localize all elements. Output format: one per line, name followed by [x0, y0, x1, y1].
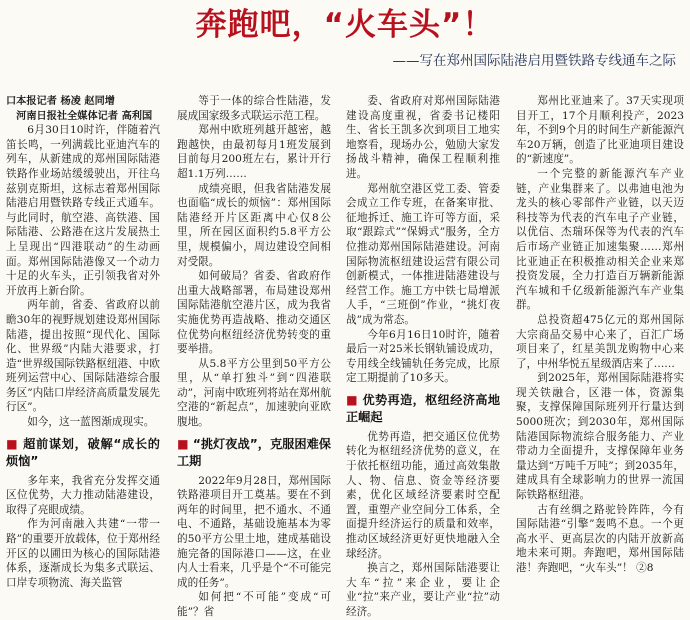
paragraph: 委、省政府对郑州国际陆港建设高度重视，省委书记楼阳生、省长王凯多次到项目工地实地察看，现场办公，勉励大家发扬战斗精神，确保工程顺利推进。	[346, 95, 500, 180]
subheadline: ——写在郑州国际陆港启用暨铁路专线通车之际	[392, 53, 676, 69]
paragraph: 换言之，郑州国际陆港要让大车“拉”来企业，要让企业“拉”来产业，要让产业“拉”动经济。	[346, 562, 500, 618]
headline: 奔跑吧，“火车头”！	[195, 7, 495, 43]
paragraph: 多年来，我省充分发挥交通区位优势，大力推动陆港建设，取得了亮眼成绩。	[6, 474, 160, 516]
byline-reporters: 口本报记者 杨凌 赵同增	[6, 95, 115, 107]
heading-marker: ■	[177, 436, 193, 451]
section-heading-1	[6, 436, 160, 470]
heading-marker: ■	[346, 392, 363, 407]
paragraph: 如何破局？省委、省政府作出重大战略部署，布局建设郑州国际陆港航空港片区，成为我省实施优势再造战略、推动交通区位优势向枢纽经济优势转变的重要举措。	[177, 270, 331, 356]
heading-text: 超前谋划，破解“成长的烦恼”	[6, 436, 160, 468]
heading-marker: ■	[6, 436, 24, 451]
article-column-4	[516, 94, 684, 574]
article-column-2	[177, 94, 331, 618]
paragraph: 从5.8平方公里到50平方公里，从“单打独斗”到“四港联动”，河南中欧班列将站在郑州航空港的“新起点”，加速驶向亚欧腹地。	[177, 357, 331, 429]
paragraph: 郑州航空港区党工委、管委会成立工作专班，在备案审批、征地拆迁、施工许可等方面，采取“跟踪式”“保姆式”服务，全方位推动郑州国际陆港建设。河南国际物流枢纽建设运营有限公司创新模式，一体推进陆港建设与经营工作。施工方中铁七局增派人手，“三班倒”作业，“挑灯夜战”成为常态。	[346, 182, 500, 326]
paragraph: 成绩亮眼，但我省陆港发展也面临“成长的烦恼”：郑州国际陆港经开片区距离中心仅8公里，所在园区面积约5.8平方公里，规模偏小，周边建设空间相对受限。	[177, 182, 331, 268]
paragraph: 作为河南融入共建“一带一路”的重要开放载体，位于郑州经开区的以圃田为核心的国际陆港体系，逐渐成长为集多式联运、口岸专项物流、海关监管	[6, 518, 160, 589]
paragraph: 一个完整的新能源汽车产业链，产业集群来了。以弗迪电池为龙头的核心零部件产业链，以天迈科技等为代表的汽车电子产业链，以优信、杰瑞环保等为代表的汽车后市场产业链正加速集聚……郑州比亚迪正在积极推动相关企业来郑投资发展，全力打造百万辆新能源汽车城和千亿级新能源汽车产业集群。	[516, 167, 684, 312]
paragraph: 如今，这一蓝图渐成现实。	[27, 416, 155, 429]
paragraph: 两年前，省委、省政府以前瞻30年的视野规划建设郑州国际陆港，提出按照“现代化、国际化、世界级”内陆大港要求，打造“世界级国际铁路枢纽港、中欧班列运营中心、国际陆港综合服务区”内陆口岸经济高质量发展先行区”。	[6, 299, 160, 414]
paragraph: 总投资超475亿元的郑州国际大宗商品交易中心来了，百汇广场项目来了，红星美凯龙购物中心来了，中州华悦五星级酒店来了……	[516, 313, 684, 370]
paragraph: 郑州比亚迪来了。37天实现项目开工，17个月顺利投产，2023年，不到9个月的时间生产新能源汽车20万辆，创造了比亚迪项目建设的“新速度”。	[516, 95, 684, 166]
section-heading-2	[177, 436, 331, 470]
byline-media: 河南日报社全媒体记者 高利国	[6, 109, 153, 122]
paragraph: 6月30日10时许，伴随着汽笛长鸣，一列满载比亚迪汽车的列车，从新建成的郑州国际陆港铁路作业场站缓缓驶出，开往乌兹别克斯坦，这标志着郑州国际陆港启用暨铁路专线正式通车。与此同时，航空港、高铁港、国际陆港、公路港在这片发展热土上呈现出“四港联动”的生动画面。郑州国际陆港像又一个动力十足的火车头，正引领我省对外开放再上新台阶。	[6, 124, 160, 297]
section-heading-3	[346, 392, 500, 426]
paragraph: 等于一体的综合性陆港，发展成国家级多式联运示范工程。	[177, 95, 331, 122]
paragraph: 2022年9月28日，郑州国际铁路港项目开工奠基。要在不到两年的时间里，把不通水、不通电、不通路，基础设施基本为零的50平方公里土地，建成基础设施完备的国际港口——这，在业内人士看来，几乎是个“不可能完成的任务”。	[177, 474, 331, 589]
heading-text: 优势再造，枢纽经济高地正崛起	[346, 392, 501, 424]
paragraph: 到2025年，郑州国际陆港将实现关铁融合，区港一体，资源集聚，支撑保障国际班列开行量达到5000班次；到2030年，郑州国际陆港国际物流综合服务能力、产业带动力全面提升，支撑保障年业务量达到“万吨千万吨”；到2035年，建成具有全球影响力的世界一流国际铁路枢纽港。	[516, 372, 684, 502]
paragraph: 今年6月16日10时许，随着最后一对25米长钢轨铺设成功，专用线全线铺轨任务完成，比原定工期提前了10多天。	[346, 328, 500, 385]
paragraph: 优势再造，把交通区位优势转化为枢纽经济优势的意义，在于依托枢纽功能，通过高效集散人、物、信息、资金等经济要素，优化区域经济要素时空配置，重塑产业空间分工体系，全面提升经济运行的质量和效率，推动区域经济更好更快地融入全球经济。	[346, 430, 500, 560]
article-column-1	[6, 94, 160, 589]
paragraph: 郑州中欧班列越开越密，越跑越快，由最初每月1班发展到目前每月200班左右，累计开行超1.1万列……	[177, 124, 331, 180]
paragraph: 古有丝绸之路驼铃阵阵，今有国际陆港“引擎”轰鸣不息。一个更高水平、更高层次的内陆开放新高地未来可期。奔跑吧，郑州国际陆港！奔跑吧，“火车头”！ ②8	[516, 503, 684, 574]
article-column-3	[346, 94, 501, 618]
paragraph: 如何把“不可能”变成“可能”？省	[177, 591, 331, 618]
heading-text: “挑灯夜战”，克服困难保工期	[177, 436, 331, 468]
